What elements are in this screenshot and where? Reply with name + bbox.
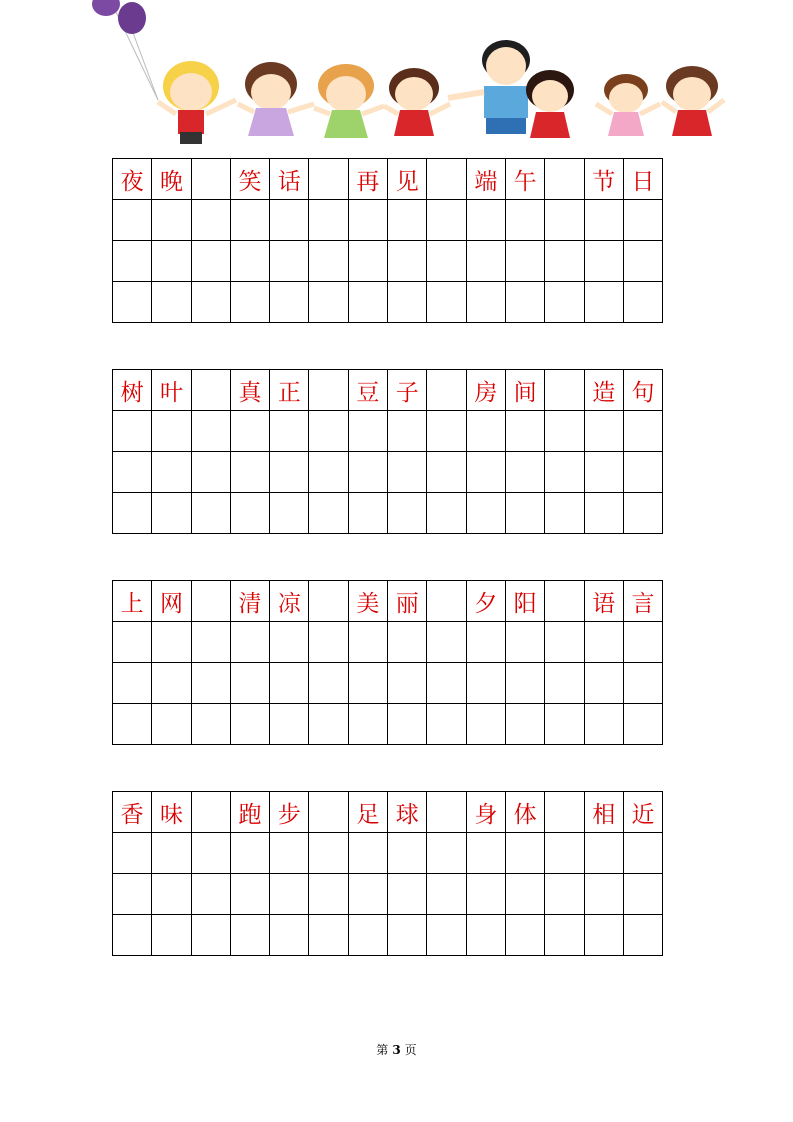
practice-cell: [545, 200, 584, 241]
practice-cell: [348, 200, 387, 241]
practice-cell: [191, 915, 230, 956]
practice-cell: [388, 452, 427, 493]
practice-cell: [623, 282, 662, 323]
character-cell: 网: [152, 581, 191, 622]
spacer-cell: [191, 370, 230, 411]
writing-grid-block-2: [112, 369, 663, 534]
character-cell: 午: [505, 159, 544, 200]
practice-cell: [466, 663, 505, 704]
practice-cell: [309, 411, 348, 452]
practice-cell: [309, 833, 348, 874]
spacer-cell: [191, 792, 230, 833]
page-prefix: 第: [376, 1043, 389, 1057]
character-cell: 话: [270, 159, 309, 200]
character-cell: 叶: [152, 370, 191, 411]
practice-cell: [113, 915, 152, 956]
practice-cell: [191, 452, 230, 493]
practice-cell: [113, 200, 152, 241]
practice-cell: [152, 493, 191, 534]
practice-cell: [466, 704, 505, 745]
practice-cell: [388, 241, 427, 282]
practice-row: [113, 200, 663, 241]
practice-cell: [466, 915, 505, 956]
practice-cell: [270, 663, 309, 704]
page-number-footer: [0, 1041, 793, 1058]
practice-cell: [309, 493, 348, 534]
practice-cell: [152, 282, 191, 323]
character-cell: 见: [388, 159, 427, 200]
practice-cell: [584, 200, 623, 241]
practice-cell: [270, 874, 309, 915]
practice-cell: [270, 833, 309, 874]
balloons-icon: [92, 0, 158, 100]
character-cell: 夕: [466, 581, 505, 622]
character-cell: 香: [113, 792, 152, 833]
practice-cell: [152, 704, 191, 745]
writing-grid-block-1: [112, 158, 663, 323]
practice-cell: [113, 282, 152, 323]
practice-cell: [270, 200, 309, 241]
practice-cell: [545, 622, 584, 663]
practice-cell: [623, 915, 662, 956]
practice-cell: [623, 704, 662, 745]
practice-cell: [113, 241, 152, 282]
practice-row: [113, 704, 663, 745]
character-cell: 笑: [230, 159, 269, 200]
character-cell: 味: [152, 792, 191, 833]
practice-cell: [466, 411, 505, 452]
practice-cell: [230, 663, 269, 704]
character-cell: 跑: [230, 792, 269, 833]
practice-cell: [309, 874, 348, 915]
practice-cell: [309, 663, 348, 704]
character-cell: 子: [388, 370, 427, 411]
practice-cell: [152, 452, 191, 493]
practice-cell: [348, 241, 387, 282]
practice-row: [113, 833, 663, 874]
practice-cell: [427, 452, 466, 493]
practice-cell: [270, 493, 309, 534]
practice-cell: [270, 411, 309, 452]
character-cell: 造: [584, 370, 623, 411]
practice-cell: [230, 874, 269, 915]
practice-row: [113, 622, 663, 663]
practice-cell: [230, 704, 269, 745]
practice-cell: [505, 241, 544, 282]
practice-cell: [427, 915, 466, 956]
practice-cell: [505, 200, 544, 241]
practice-cell: [348, 452, 387, 493]
practice-cell: [623, 200, 662, 241]
children-banner-illustration: [88, 0, 728, 156]
practice-cell: [191, 411, 230, 452]
practice-cell: [545, 282, 584, 323]
practice-cell: [427, 282, 466, 323]
practice-cell: [545, 874, 584, 915]
child-figure: [596, 74, 660, 136]
character-cell: 球: [388, 792, 427, 833]
practice-cell: [427, 241, 466, 282]
practice-cell: [152, 241, 191, 282]
practice-cell: [309, 622, 348, 663]
practice-cell: [584, 241, 623, 282]
practice-row: [113, 241, 663, 282]
practice-cell: [270, 452, 309, 493]
word-row: [113, 792, 663, 833]
practice-cell: [545, 704, 584, 745]
practice-cell: [623, 663, 662, 704]
word-row: [113, 370, 663, 411]
spacer-cell: [309, 581, 348, 622]
character-cell: 夜: [113, 159, 152, 200]
practice-cell: [388, 282, 427, 323]
practice-cell: [388, 663, 427, 704]
practice-cell: [466, 452, 505, 493]
character-cell: 上: [113, 581, 152, 622]
practice-cell: [427, 874, 466, 915]
spacer-cell: [427, 581, 466, 622]
spacer-cell: [309, 370, 348, 411]
character-cell: 凉: [270, 581, 309, 622]
practice-cell: [348, 874, 387, 915]
practice-cell: [309, 282, 348, 323]
spacer-cell: [545, 792, 584, 833]
character-cell: 言: [623, 581, 662, 622]
practice-cell: [348, 704, 387, 745]
practice-cell: [505, 874, 544, 915]
practice-cell: [623, 874, 662, 915]
character-cell: 豆: [348, 370, 387, 411]
practice-cell: [505, 493, 544, 534]
practice-cell: [623, 241, 662, 282]
practice-cell: [388, 622, 427, 663]
word-row: [113, 159, 663, 200]
practice-cell: [505, 915, 544, 956]
practice-row: [113, 663, 663, 704]
character-cell: 足: [348, 792, 387, 833]
practice-cell: [191, 241, 230, 282]
practice-cell: [113, 493, 152, 534]
spacer-cell: [191, 159, 230, 200]
writing-grid-block-4: [112, 791, 663, 956]
character-cell: 语: [584, 581, 623, 622]
practice-cell: [309, 200, 348, 241]
practice-cell: [348, 282, 387, 323]
character-cell: 日: [623, 159, 662, 200]
character-cell: 丽: [388, 581, 427, 622]
practice-cell: [191, 282, 230, 323]
practice-cell: [466, 493, 505, 534]
child-figure: [238, 62, 314, 136]
practice-cell: [348, 663, 387, 704]
practice-cell: [388, 411, 427, 452]
spacer-cell: [545, 370, 584, 411]
practice-cell: [270, 622, 309, 663]
character-cell: 房: [466, 370, 505, 411]
character-cell: 树: [113, 370, 152, 411]
practice-cell: [113, 874, 152, 915]
practice-cell: [466, 622, 505, 663]
practice-cell: [466, 874, 505, 915]
spacer-cell: [427, 792, 466, 833]
practice-cell: [623, 622, 662, 663]
practice-row: [113, 915, 663, 956]
character-cell: 步: [270, 792, 309, 833]
practice-cell: [348, 493, 387, 534]
practice-cell: [545, 452, 584, 493]
character-cell: 句: [623, 370, 662, 411]
character-cell: 端: [466, 159, 505, 200]
practice-cell: [427, 833, 466, 874]
practice-cell: [505, 411, 544, 452]
spacer-cell: [309, 792, 348, 833]
practice-cell: [427, 493, 466, 534]
character-cell: 晚: [152, 159, 191, 200]
character-cell: 美: [348, 581, 387, 622]
practice-cell: [152, 411, 191, 452]
practice-cell: [623, 452, 662, 493]
practice-row: [113, 282, 663, 323]
character-cell: 真: [230, 370, 269, 411]
practice-cell: [270, 241, 309, 282]
practice-cell: [309, 915, 348, 956]
practice-cell: [545, 493, 584, 534]
practice-cell: [545, 833, 584, 874]
practice-cell: [230, 915, 269, 956]
character-cell: 正: [270, 370, 309, 411]
practice-cell: [505, 452, 544, 493]
practice-cell: [191, 833, 230, 874]
practice-cell: [388, 874, 427, 915]
practice-cell: [388, 915, 427, 956]
practice-cell: [270, 704, 309, 745]
practice-cell: [152, 200, 191, 241]
practice-cell: [309, 704, 348, 745]
practice-cell: [191, 874, 230, 915]
practice-cell: [152, 833, 191, 874]
practice-cell: [545, 241, 584, 282]
spacer-cell: [427, 370, 466, 411]
practice-cell: [388, 833, 427, 874]
child-figure: [314, 64, 384, 138]
practice-cell: [466, 282, 505, 323]
page-number: 3: [392, 1043, 401, 1057]
practice-cell: [466, 833, 505, 874]
practice-cell: [505, 833, 544, 874]
practice-cell: [427, 200, 466, 241]
practice-cell: [309, 452, 348, 493]
character-cell: 身: [466, 792, 505, 833]
practice-cell: [348, 622, 387, 663]
practice-cell: [505, 622, 544, 663]
practice-cell: [388, 704, 427, 745]
practice-row: [113, 493, 663, 534]
practice-cell: [191, 493, 230, 534]
practice-cell: [584, 915, 623, 956]
spacer-cell: [545, 159, 584, 200]
practice-cell: [427, 411, 466, 452]
character-cell: 阳: [505, 581, 544, 622]
practice-cell: [545, 915, 584, 956]
practice-cell: [309, 241, 348, 282]
practice-cell: [584, 452, 623, 493]
practice-cell: [584, 704, 623, 745]
practice-cell: [270, 915, 309, 956]
practice-cell: [191, 622, 230, 663]
practice-cell: [623, 833, 662, 874]
practice-cell: [584, 493, 623, 534]
character-cell: 清: [230, 581, 269, 622]
child-figure: [384, 68, 450, 136]
practice-cell: [466, 200, 505, 241]
practice-cell: [152, 663, 191, 704]
practice-cell: [388, 493, 427, 534]
writing-grid-block-3: [112, 580, 663, 745]
character-cell: 近: [623, 792, 662, 833]
practice-cell: [584, 833, 623, 874]
practice-cell: [113, 833, 152, 874]
practice-cell: [230, 411, 269, 452]
spacer-cell: [427, 159, 466, 200]
practice-cell: [584, 874, 623, 915]
character-cell: 间: [505, 370, 544, 411]
practice-cell: [466, 241, 505, 282]
practice-cell: [623, 411, 662, 452]
child-figure: [158, 61, 236, 144]
character-cell: 节: [584, 159, 623, 200]
practice-cell: [505, 282, 544, 323]
practice-cell: [191, 704, 230, 745]
practice-cell: [584, 411, 623, 452]
practice-cell: [270, 282, 309, 323]
practice-row: [113, 874, 663, 915]
practice-cell: [113, 622, 152, 663]
child-figure: [526, 70, 574, 138]
practice-cell: [505, 704, 544, 745]
practice-row: [113, 452, 663, 493]
practice-cell: [113, 704, 152, 745]
practice-cell: [623, 493, 662, 534]
practice-cell: [584, 663, 623, 704]
practice-cell: [191, 663, 230, 704]
practice-cell: [545, 411, 584, 452]
practice-cell: [230, 622, 269, 663]
practice-cell: [230, 282, 269, 323]
practice-cell: [388, 200, 427, 241]
practice-cell: [584, 622, 623, 663]
practice-cell: [152, 915, 191, 956]
practice-cell: [113, 663, 152, 704]
practice-cell: [191, 200, 230, 241]
child-figure: [662, 66, 724, 136]
practice-cell: [113, 411, 152, 452]
spacer-cell: [309, 159, 348, 200]
practice-cell: [230, 452, 269, 493]
practice-cell: [427, 704, 466, 745]
practice-cell: [427, 663, 466, 704]
practice-cell: [152, 622, 191, 663]
practice-cell: [545, 663, 584, 704]
practice-cell: [152, 874, 191, 915]
practice-cell: [230, 241, 269, 282]
character-cell: 体: [505, 792, 544, 833]
character-cell: 相: [584, 792, 623, 833]
practice-cell: [348, 833, 387, 874]
practice-cell: [427, 622, 466, 663]
practice-cell: [584, 282, 623, 323]
spacer-cell: [191, 581, 230, 622]
practice-cell: [113, 452, 152, 493]
page-suffix: 页: [404, 1043, 417, 1057]
practice-cell: [230, 833, 269, 874]
practice-cell: [348, 411, 387, 452]
practice-cell: [505, 663, 544, 704]
practice-cell: [348, 915, 387, 956]
practice-cell: [230, 493, 269, 534]
character-cell: 再: [348, 159, 387, 200]
practice-row: [113, 411, 663, 452]
spacer-cell: [545, 581, 584, 622]
practice-cell: [230, 200, 269, 241]
word-row: [113, 581, 663, 622]
